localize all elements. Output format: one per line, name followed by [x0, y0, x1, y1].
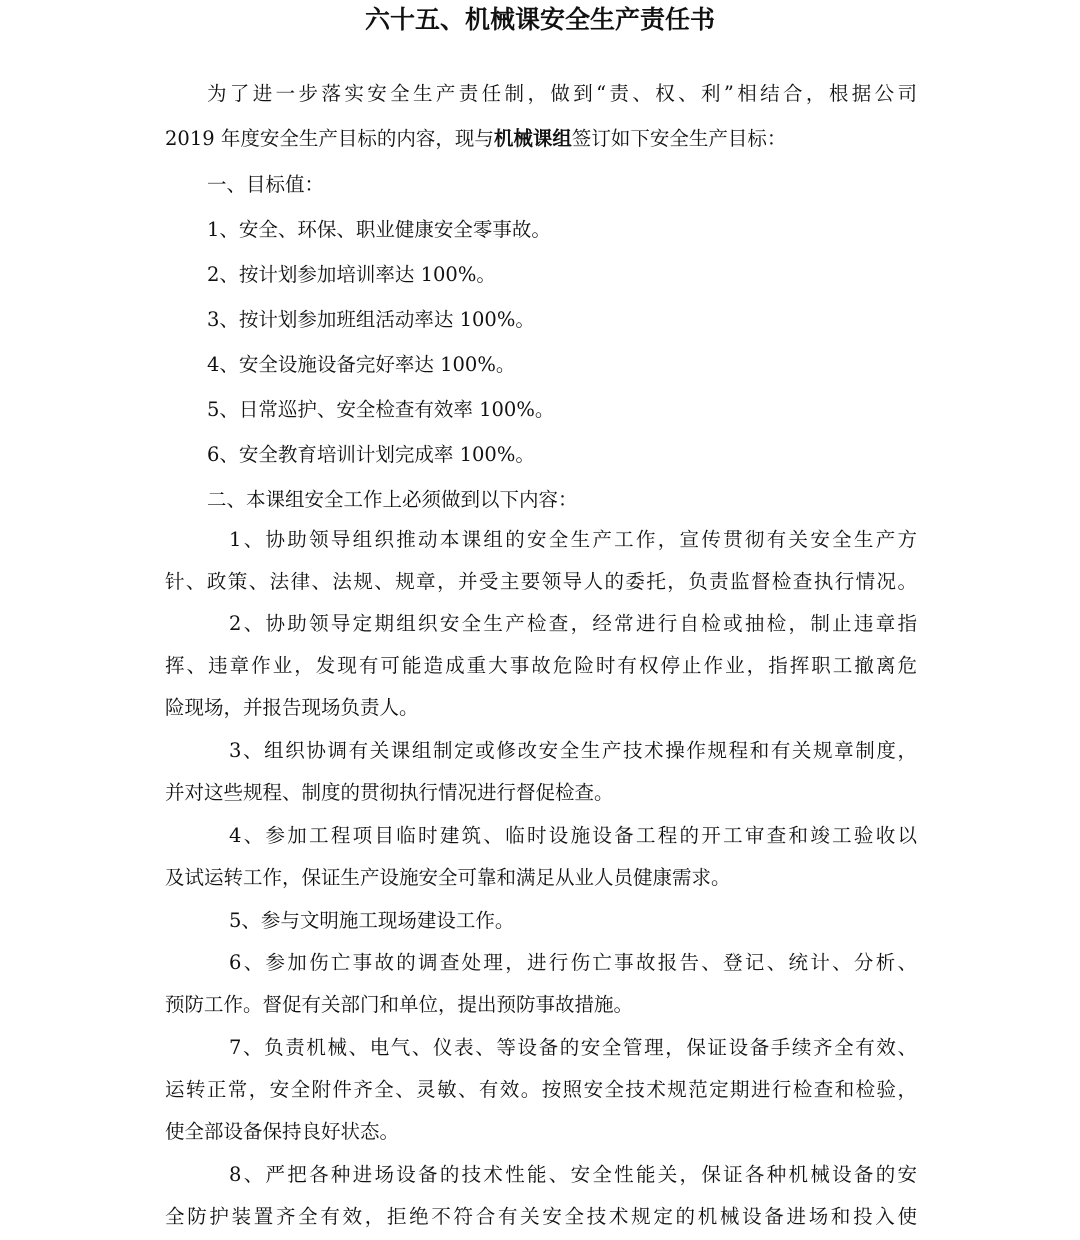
section-1-heading: 一、目标值：: [207, 173, 325, 196]
duty-6-line: 预防工作。督促有关部门和单位，提出预防事故措施。: [165, 993, 634, 1016]
target-item: 4、安全设施设备完好率达 100%。: [207, 353, 516, 376]
duty-1-line: 针、政策、法律、法规、规章，并受主要领导人的委托，负责监督检查执行情况。: [165, 570, 917, 593]
duty-2-line: 2、协助领导定期组织安全生产检查，经常进行自检或抽检，制止违章指: [229, 612, 917, 635]
intro-line-2: [165, 125, 917, 153]
target-item: 6、安全教育培训计划完成率 100%。: [207, 443, 535, 466]
duty-3-line: 并对这些规程、制度的贯彻执行情况进行督促检查。: [165, 781, 614, 804]
section-2-heading: 二、本课组安全工作上必须做到以下内容：: [207, 488, 578, 511]
duty-7-line: 7、负责机械、电气、仪表、等设备的安全管理，保证设备手续齐全有效、: [229, 1036, 917, 1059]
target-item: 1、安全、环保、职业健康安全零事故。: [207, 218, 551, 241]
duty-3-line: 3、组织协调有关课组制定或修改安全生产技术操作规程和有关规章制度，: [229, 739, 917, 762]
duty-2-line: 险现场，并报告现场负责人。: [165, 696, 419, 719]
target-item: 5、日常巡护、安全检查有效率 100%。: [207, 398, 555, 421]
duty-4-line: 4、参加工程项目临时建筑、临时设施设备工程的开工审查和竣工验收以: [229, 824, 917, 847]
document-title: 六十五、机械课安全生产责任书: [364, 5, 715, 34]
duty-4-line: 及试运转工作，保证生产设施安全可靠和满足从业人员健康需求。: [165, 866, 731, 889]
duty-5-line: 5、参与文明施工现场建设工作。: [229, 909, 515, 932]
duty-6-line: 6、参加伤亡事故的调查处理，进行伤亡事故报告、登记、统计、分析、: [229, 951, 917, 974]
duty-8-line: 全防护装置齐全有效，拒绝不符合有关安全技术规定的机械设备进场和投入使: [165, 1205, 917, 1228]
intro-line-1: 为了进一步落实安全生产责任制，做到“责、权、利”相结合，根据公司: [207, 82, 917, 105]
target-item: 3、按计划参加班组活动率达 100%。: [207, 308, 535, 331]
duty-8-line: 8、严把各种进场设备的技术性能、安全性能关，保证各种机械设备的安: [229, 1163, 917, 1186]
duty-7-line: 使全部设备保持良好状态。: [165, 1120, 400, 1143]
team-name: 机械课组: [493, 127, 572, 150]
duty-7-line: 运转正常，安全附件齐全、灵敏、有效。按照安全技术规范定期进行检查和检验，: [165, 1078, 917, 1101]
intro-line-2-prefix: 2019 年度安全生产目标的内容，现与: [165, 127, 494, 150]
intro-line-2-suffix: 签订如下安全生产目标：: [571, 127, 787, 150]
duty-2-line: 挥、违章作业，发现有可能造成重大事故危险时有权停止作业，指挥职工撤离危: [165, 654, 917, 677]
target-item: 2、按计划参加培训率达 100%。: [207, 263, 496, 286]
duty-1-line: 1、协助领导组织推动本课组的安全生产工作，宣传贯彻有关安全生产方: [229, 528, 917, 551]
